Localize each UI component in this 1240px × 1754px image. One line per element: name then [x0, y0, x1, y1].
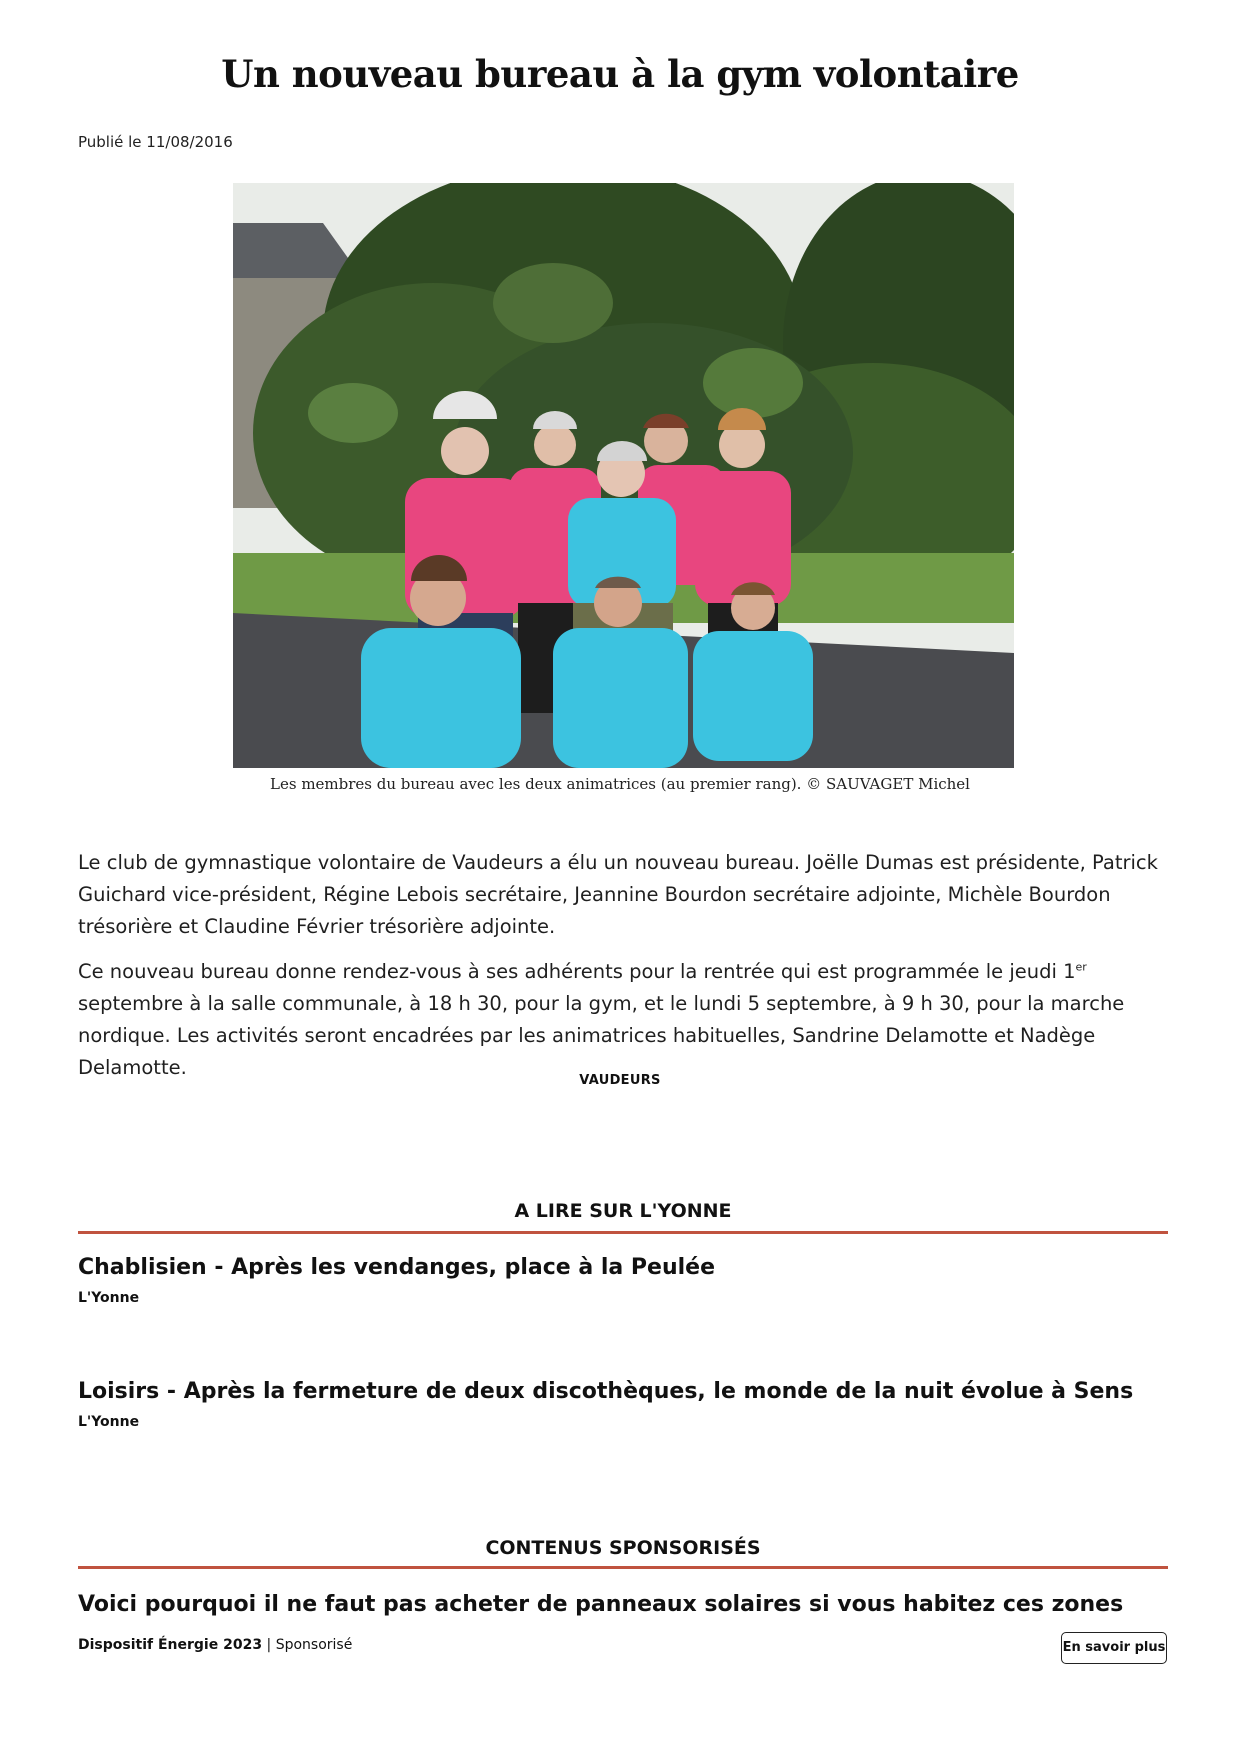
- related-article-source: L'Yonne: [78, 1290, 140, 1306]
- article-title: Un nouveau bureau à la gym volontaire: [221, 52, 1019, 96]
- section-divider: [78, 1231, 1168, 1234]
- related-article-title[interactable]: Loisirs - Après la fermeture de deux discothèques, le monde de la nuit évolue à Sens: [78, 1379, 1134, 1404]
- sponsored-section-heading: CONTENUS SPONSORISÉS: [485, 1537, 761, 1559]
- ordinal-superscript: er: [1075, 960, 1087, 974]
- sponsor-separator: |: [262, 1637, 276, 1653]
- section-divider: [78, 1566, 1168, 1569]
- location-tag[interactable]: VAUDEURS: [579, 1073, 661, 1088]
- paragraph-text: Ce nouveau bureau donne rendez-vous à ses adhérents pour la rentrée qui est programmée le jeudi 1: [78, 960, 1076, 983]
- sponsor-meta: [78, 1637, 352, 1653]
- sponsor-brand: Dispositif Énergie 2023: [78, 1637, 263, 1653]
- article-paragraph: Le club de gymnastique volontaire de Vaudeurs a élu un nouveau bureau. Joëlle Dumas est présidente, Patrick Guichard vice-président, Régine Lebois secrétaire, Jeannine Bourdon secrétaire adjointe, Michèle Bourdon trésorière et Claudine Février trésorière adjointe.: [78, 851, 1158, 938]
- paragraph-text: septembre à la salle communale, à 18 h 30, pour la gym, et le lundi 5 septembre, à 9 h 30, pour la marche nordique. Les activités seront encadrées par les animatrices habituelles, Sandrine Delamotte et Nadège Delamotte.: [78, 992, 1125, 1079]
- related-article-source: L'Yonne: [78, 1414, 140, 1430]
- sponsored-article-title[interactable]: Voici pourquoi il ne faut pas acheter de panneaux solaires si vous habitez ces zones: [78, 1592, 1124, 1617]
- learn-more-button[interactable]: En savoir plus: [1061, 1632, 1167, 1664]
- publication-date: Publié le 11/08/2016: [78, 133, 233, 151]
- related-section-heading: A LIRE SUR L'YONNE: [514, 1200, 732, 1222]
- sponsored-label: Sponsorisé: [275, 1637, 353, 1653]
- article-photo: [233, 183, 1014, 768]
- related-article-title[interactable]: Chablisien - Après les vendanges, place à la Peulée: [78, 1255, 716, 1280]
- article-paragraph: [78, 956, 1168, 1084]
- photo-caption: Les membres du bureau avec les deux animatrices (au premier rang). © SAUVAGET Michel: [270, 775, 970, 793]
